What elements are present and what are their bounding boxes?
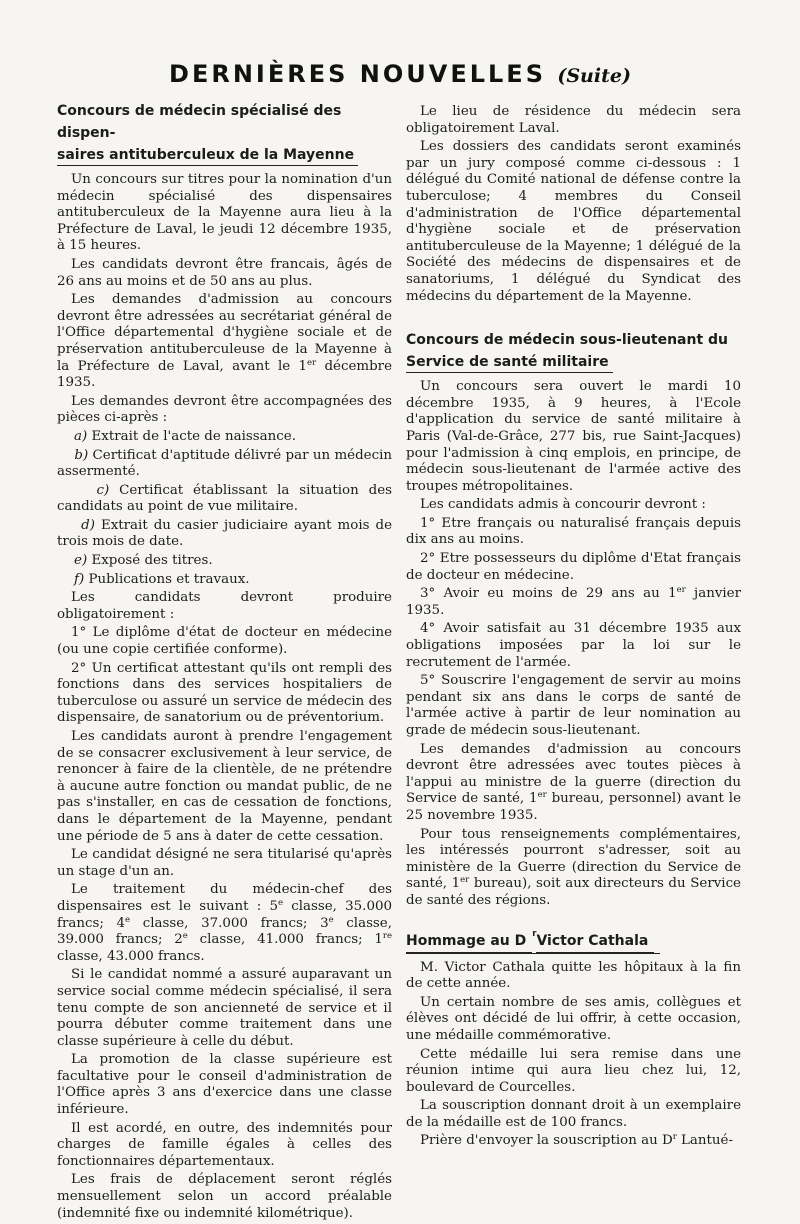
paragraph: 2° Etre possesseurs du diplôme d'Etat français de docteur en médecine. — [406, 551, 741, 583]
paragraph: 4° Avoir satisfait au 31 décembre 1935 aux obligations imposées par la loi sur le recrutement de l'armée. — [406, 621, 741, 670]
paragraph: Cette médaille lui sera remise dans une réunion intime qui aura lieu chez lui, 12, boulevard de Courcelles. — [406, 1046, 741, 1095]
spacer — [406, 307, 741, 329]
paragraph: Un certain nombre de ses amis, collègues et élèves ont décidé de lui offrir, à cette occasion, une médaille commémorative. — [406, 994, 741, 1043]
paragraph: Les demandes d'admission au concours devront être adressées au secrétariat général de l'Office départemental d'hygiène sociale et de préservation antituberculeuse de la Mayenne à la Préfecture de Laval, avant le 1er décembre 1935. — [57, 292, 392, 391]
spacer — [406, 912, 741, 930]
paragraph-continued: Les frais de déplacement seront réglés mensuellement selon un accord préalable (indemnité fixe ou indemnité kilométrique). — [57, 1172, 392, 1221]
paragraph: Un concours sur titres pour la nomination d'un médecin spécialisé des dispensaires antituberculeux de la Mayenne aura lieu à la Préfecture de Laval, le jeudi 12 décembre 1935, à 15 heures. — [57, 172, 392, 254]
list-item: a) Extrait de l'acte de naissance. — [74, 428, 296, 444]
right-column — [406, 104, 741, 1152]
left-column — [57, 100, 392, 1224]
paragraph: Il est acordé, en outre, des indemnités pour charges de famille égales à celles des fonctionnaires départementaux. — [57, 1120, 392, 1169]
paragraph: Les demandes d'admission au concours devront être adressées avec toutes pièces à l'appui au ministre de la guerre (direction du Service de santé, 1er bureau, personnel) avant le 25 novembre 1935. — [406, 741, 741, 823]
paragraph: Les demandes devront être accompagnées des pièces ci-après : — [57, 393, 392, 426]
article-heading-dispensaires: Concours de médecin spécialisé des dispen- saires antituberculeux de la Mayenne — [57, 100, 392, 166]
paragraph: Un concours sera ouvert le mardi 10 décembre 1935, à 9 heures, à l'Ecole d'application du service de santé militaire à Paris (Val-de-Grâce, 277 bis, rue Saint-Jacques) pour l'admission à cinq emplois, en principe, de médecin sous-lieutenant de l'armée active des troupes métropolitaines. — [406, 379, 741, 494]
list-item: d) Extrait du casier judiciaire ayant mois de trois mois de date. — [57, 517, 392, 550]
paragraph: Les candidats auront à prendre l'engagement de se consacrer exclusivement à leur service, de renoncer à faire de la clientèle, de ne prétendre à aucune autre fonction ou mandat public, de ne pas s'installer, en cas de cessation de fonctions, dans le département de la Mayenne, pendant une période de 5 ans à dater de cette cessation. — [57, 729, 392, 844]
paragraph: Les candidats devront être francais, âgés de 26 ans au moins et de 50 ans au plus. — [57, 256, 392, 289]
article-heading-hommage: Hommage au D $^r$Victor Cathala — [406, 930, 741, 954]
article-heading-military: Concours de médecin sous-lieutenant du Service de santé militaire — [406, 329, 741, 373]
paragraph: Si le candidat nommé a assuré auparavant un service social comme médecin spécialisé, il sera tenu compte de son ancienneté de service et il pourra débuter comme traitement dans une classe supérieure à celle du début. — [57, 967, 392, 1049]
masthead-title: DERNIÈRES NOUVELLES — [169, 60, 546, 88]
list-item: f) Publications et travaux. — [74, 571, 250, 587]
paragraph: Les candidats admis à concourir devront : — [420, 497, 706, 513]
paragraph-salary: Le traitement du médecin-chef des dispensaires est le suivant : 5e classe, 35.000 francs; 4e classe, 37.000 francs; 3e classe, 39.000 francs; 2e classe, 41.000 francs; 1re classe, 43.000 francs. — [57, 882, 392, 964]
list-item: c) Certificat établissant la situation des candidats au point de vue militaire. — [57, 482, 392, 515]
paragraph: Pour tous renseignements complémentaires, les intéressés pourront s'adresser, soit au ministère de la Guerre (direction du Service de santé, 1er bureau), soit aux directeurs du Service de santé des régions. — [406, 826, 741, 908]
paragraph: Le candidat désigné ne sera titularisé qu'après un stage d'un an. — [57, 847, 392, 879]
paragraph: 2° Un certificat attestant qu'ils ont rempli des fonctions dans des services hospitaliers de tuberculose ou assuré un service de médecin des dispensaire, de sanatorium ou de préventorium. — [57, 660, 392, 726]
paragraph: Les dossiers des candidats seront examinés par un jury composé comme ci-dessous : 1 délégué du Comité national de défense contre la tuberculose; 4 membres du Conseil d'administration de l'Office départemental d'hygiène sociale et de préservation antituberculeuse de la Mayenne; 1 délégué de la Société des médecins de dispensaires et de sanatoriums, 1 délégué du Syndicat des médecins du département de la Mayenne. — [406, 139, 741, 304]
paragraph: Le lieu de résidence du médecin sera obligatoirement Laval. — [406, 104, 741, 136]
list-item: e) Exposé des titres. — [74, 553, 213, 569]
masthead — [0, 60, 800, 88]
masthead-suite: (Suite) — [557, 65, 631, 87]
paragraph: 1° Etre français ou naturalisé français depuis dix ans au moins. — [406, 515, 741, 548]
list-item: b) Certificat d'aptitude délivré par un médecin assermenté. — [57, 447, 392, 480]
paragraph: Prière d'envoyer la souscription au $D^r$ Lantué- — [420, 1132, 733, 1149]
paragraph: Les candidats devront produire obligatoirement : — [57, 590, 392, 622]
paragraph: La souscription donnant droit à un exemplaire de la médaille est de 100 francs. — [406, 1098, 741, 1130]
paragraph: 5° Souscrire l'engagement de servir au moins pendant six ans dans le corps de santé de l'armée active à partir de leur nomination au grade de médecin sous-lieutenant. — [406, 673, 741, 738]
paragraph: 1° Le diplôme d'état de docteur en médecine (ou une copie certifiée conforme). — [57, 625, 392, 658]
paragraph: 3° Avoir eu moins de 29 ans au 1er janvier 1935. — [406, 585, 741, 618]
paragraph: M. Victor Cathala quitte les hôpitaux à la fin de cette année. — [406, 959, 741, 992]
paragraph: La promotion de la classe supérieure est facultative pour le conseil d'administration de l'Office après 3 ans d'exercice dans une classe inférieure. — [57, 1052, 392, 1118]
